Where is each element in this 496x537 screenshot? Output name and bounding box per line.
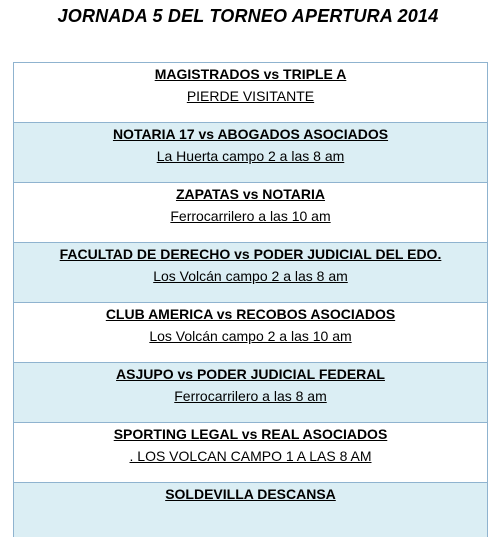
- page-title: JORNADA 5 DEL TORNEO APERTURA 2014: [57, 6, 439, 26]
- match-row: [14, 422, 487, 482]
- match-teams: MAGISTRADOS vs TRIPLE A: [154, 66, 347, 82]
- match-row: [14, 122, 487, 182]
- match-venue: Los Volcán campo 2 a las 8 am: [153, 268, 348, 284]
- match-venue: Los Volcán campo 2 a las 10 am: [149, 328, 352, 344]
- match-teams: ZAPATAS vs NOTARIA: [175, 186, 326, 202]
- match-teams: NOTARIA 17 vs ABOGADOS ASOCIADOS: [112, 126, 389, 142]
- match-teams: SPORTING LEGAL vs REAL ASOCIADOS: [113, 426, 388, 442]
- match-row: [14, 62, 487, 122]
- match-row: [14, 302, 487, 362]
- match-teams: CLUB AMERICA vs RECOBOS ASOCIADOS: [105, 306, 396, 322]
- match-venue: La Huerta campo 2 a las 8 am: [156, 148, 345, 164]
- match-teams: SOLDEVILLA DESCANSA: [165, 486, 336, 502]
- match-teams: ASJUPO vs PODER JUDICIAL FEDERAL: [116, 366, 385, 382]
- match-row: [14, 182, 487, 242]
- match-venue: Ferrocarrilero a las 8 am: [174, 388, 327, 404]
- match-teams: FACULTAD DE DERECHO vs PODER JUDICIAL DEL EDO.: [59, 246, 442, 262]
- match-venue: PIERDE VISITANTE: [186, 88, 315, 104]
- match-venue: . LOS VOLCAN CAMPO 1 A LAS 8 AM: [129, 448, 372, 464]
- match-row: [14, 242, 487, 302]
- match-row: [14, 362, 487, 422]
- match-schedule-table: [13, 62, 488, 537]
- match-venue: Ferrocarrilero a las 10 am: [170, 208, 331, 224]
- match-row: [14, 482, 487, 537]
